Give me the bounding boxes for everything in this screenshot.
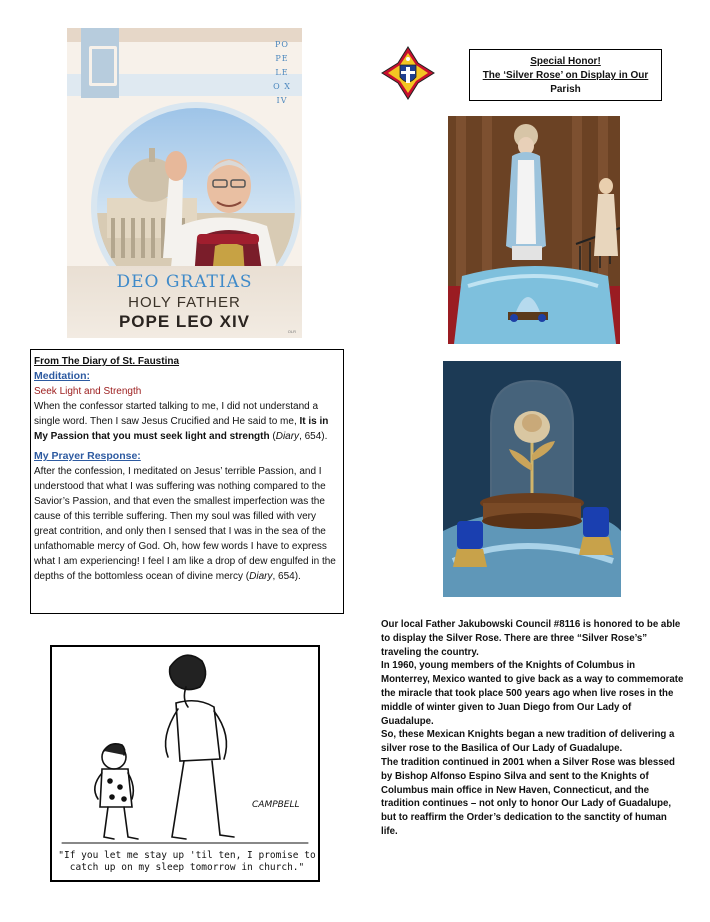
poster-credit: OLR	[287, 329, 296, 334]
cartoon-signature: CAMPBELL	[252, 800, 300, 810]
history-paragraph: In 1960, young members of the Knights of Columbus in Monterrey, Mexico wanted to give back as a way to commemorate the miracle that took place 500 years ago when live roses in the middle of winter given to Juan Diego from Our Lady of Guadalupe.	[381, 660, 684, 727]
poster-ribbon	[81, 28, 119, 98]
church-sleep-cartoon	[50, 645, 320, 882]
meditation-heading: Meditation:	[34, 370, 90, 382]
special-honor-box	[469, 49, 662, 101]
tradition-paragraph: So, these Mexican Knights began a new tradition of delivering a silver rose to the Basilica of Our Lady of Guadalupe.	[381, 729, 675, 755]
honor-title: Special Honor!	[530, 56, 601, 67]
meditation-paragraph: When the confessor started talking to me, I did not understand a single word. Then I saw Jesus Crucified and He said to me, It is in My Passion that you must seek light and strength (Diary, 654).	[34, 401, 329, 442]
cartoon-caption: "If you let me stay up 'til ten, I promise to catch up on my sleep tomorrow in church."	[58, 850, 316, 873]
diary-heading: From The Diary of St. Faustina	[34, 356, 180, 367]
honor-subtitle: The ‘Silver Rose’ on Display in Our	[482, 70, 649, 81]
silver-rose-photo	[443, 361, 621, 597]
prayer-response-heading: My Prayer Response:	[34, 450, 141, 462]
meditation-subtitle: Seek Light and Strength	[34, 386, 142, 397]
council-paragraph: Our local Father Jakubowski Council #8116 is honored to be able to display the Silver Rose. There are three “Silver Rose’s” traveling the country.	[381, 619, 681, 658]
pope-leo-poster	[67, 28, 302, 338]
knights-of-columbus-emblem	[380, 45, 436, 101]
mary-statue-photo	[448, 116, 620, 344]
poster-line-deo-gratias: DEO GRATIAS	[116, 272, 253, 292]
silver-rose-description	[381, 618, 686, 839]
poster-vertical-text: POPE LEO XIV	[273, 40, 291, 105]
diary-box	[30, 349, 344, 614]
poster-line-holy-father: HOLY FATHER	[128, 294, 241, 311]
continuation-paragraph: The tradition continued in 2001 when a Silver Rose was blessed by Bishop Alfonso Espino Silva and sent to the Knights of Columbus main office in New Haven, Connecticut, and the tradition continues – not only to honor Our Lady of Guadalupe, but to reaffirm the Order’s dedication to the sanctity of human life.	[381, 756, 675, 837]
poster-line-pope-leo: POPE LEO XIV	[118, 312, 251, 331]
prayer-paragraph: After the confession, I meditated on Jesus’ terrible Passion, and I understood that what I was suffering was nothing compared to the Savior’s Passion, and that even the smallest imperfection was the cause of this terrible suffering. Then my soul was filled with very great contrition, and only then I sensed that I was in the sea of the unfathomable mercy of God. Oh, how few words I have to express what I am experiencing! I feel I am like a drop of dew engulfed in the depths of the bottomless ocean of divine mercy (Diary, 654).	[34, 466, 336, 582]
honor-subtitle-end: Parish	[550, 84, 581, 95]
